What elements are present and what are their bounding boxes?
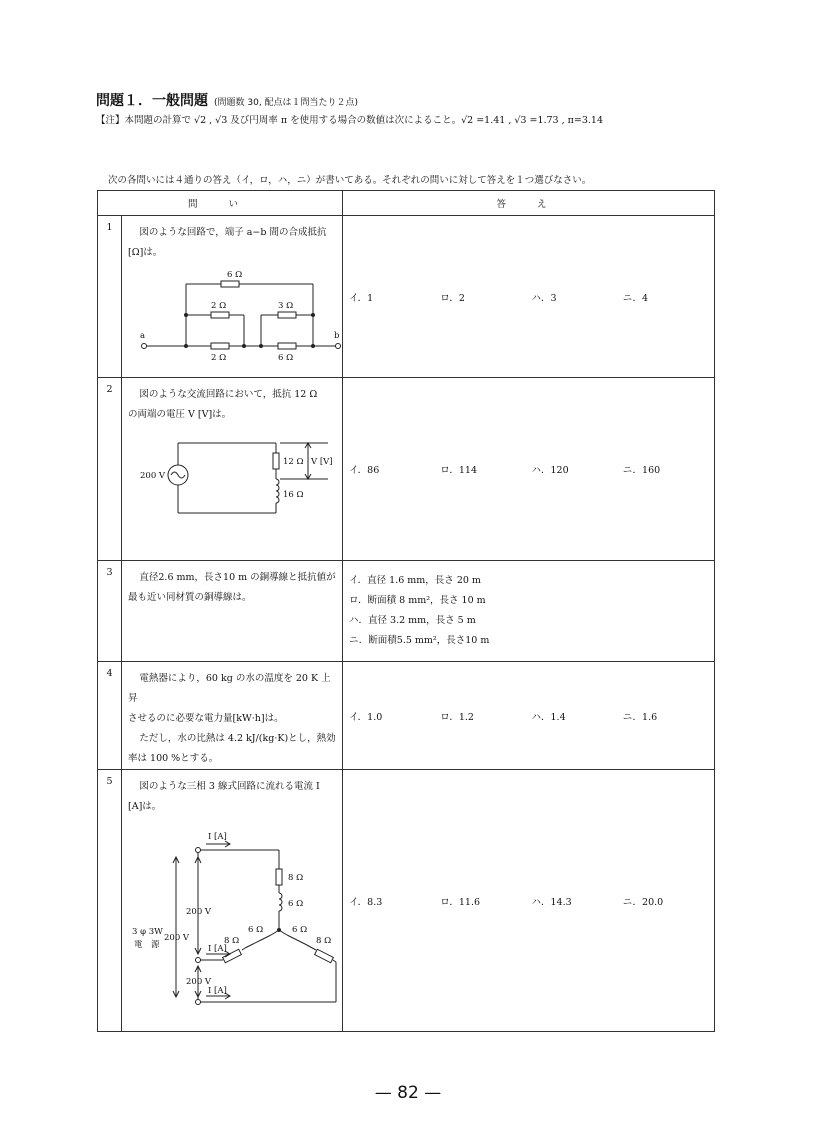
question-row-1 [98, 216, 715, 378]
label-12ohm: 12 Ω [283, 457, 304, 467]
label-6ohm-top: 6 Ω [288, 899, 304, 909]
question-text: 図のような回路で，端子 a−b 間の合成抵抗 [Ω]は。 6 Ω 2 Ω 3 Ω 2 Ω 6 Ω a b [122, 216, 343, 378]
label-power-source: 電 源 [134, 940, 160, 950]
question-number: 2 [98, 378, 122, 561]
label-voltage-v: V [V] [311, 457, 333, 467]
question-row-3 [98, 561, 715, 662]
question-table [97, 190, 715, 1032]
question-row-5 [98, 770, 715, 1032]
page-number: — 82 — [374, 1083, 442, 1103]
label-200v-3: 200 V [186, 977, 212, 987]
label-2ohm-upper: 2 Ω [211, 301, 227, 311]
question-row-2 [98, 378, 715, 561]
header-question: 問 い [98, 191, 343, 216]
label-3ohm-upper: 3 Ω [278, 301, 294, 311]
question-number: 1 [98, 216, 122, 378]
label-200v: 200 V [140, 471, 166, 481]
table-header-row [98, 191, 715, 216]
answer-cell [343, 216, 715, 378]
label-2ohm-lower: 2 Ω [211, 353, 227, 363]
answer-option[interactable]: イ．86 [349, 465, 380, 476]
label-current-mid: I [A] [208, 944, 227, 954]
question-row-4 [98, 662, 715, 770]
label-200v-1: 200 V [186, 907, 212, 917]
label-16ohm: 16 Ω [283, 490, 304, 500]
answer-cell [343, 770, 715, 1032]
label-3phase: 3 φ 3W [132, 927, 163, 937]
label-current-top: I [A] [208, 832, 227, 842]
answer-option[interactable]: ロ．断面積 8 mm²，長さ 10 m [349, 595, 486, 606]
answer-option[interactable]: ハ．3 [531, 292, 557, 304]
answer-option[interactable]: ニ．1.6 [622, 711, 658, 723]
answer-option[interactable]: イ．1.0 [349, 711, 383, 723]
calculation-note: 【注】本問題の計算で √2 , √3 及び円周率 π を使用する場合の数値は次によること。√2 =1.41 , √3 =1.73 , π=3.14 [96, 115, 604, 126]
label-current-bottom: I [A] [208, 986, 227, 996]
answer-option[interactable]: ハ．120 [531, 465, 569, 476]
question-number: 4 [98, 662, 122, 770]
section-title: 問題１．一般問題 (問題数 30, 配点は１問当たり２点) [96, 93, 359, 109]
answer-option[interactable]: イ．直径 1.6 mm，長さ 20 m [349, 575, 481, 586]
answer-option[interactable]: ニ．20.0 [622, 896, 664, 908]
question-text: 直径2.6 mm，長さ10 m の銅導線と抵抗値が 最も近い同材質の銅導線は。 [122, 561, 343, 662]
answer-cell [343, 378, 715, 561]
terminal-b: b [334, 331, 340, 341]
answer-option[interactable]: ニ．160 [622, 465, 661, 476]
question-number: 5 [98, 770, 122, 1032]
answer-option[interactable]: ハ．1.4 [531, 711, 566, 723]
answer-option[interactable]: ニ．4 [622, 292, 649, 304]
label-6ohm-lower: 6 Ω [278, 353, 294, 363]
question-text: 図のような交流回路において，抵抗 12 Ω の両端の電圧 V [V]は。 200 V 12 Ω 16 Ω V [V] [122, 378, 343, 561]
answer-option[interactable]: ニ．断面積5.5 mm²，長さ10 m [349, 635, 490, 646]
label-6ohm-left: 6 Ω [248, 925, 264, 935]
label-8ohm-left: 8 Ω [224, 936, 240, 946]
answer-option[interactable]: ロ．11.6 [440, 896, 481, 908]
label-6ohm-top: 6 Ω [227, 270, 243, 280]
answer-option[interactable]: ロ．114 [440, 465, 478, 476]
terminal-a: a [140, 331, 146, 341]
label-8ohm-right: 8 Ω [316, 936, 332, 946]
label-8ohm-top: 8 Ω [288, 873, 304, 883]
answer-option[interactable]: イ．8.3 [349, 896, 383, 908]
answer-option[interactable]: ロ．1.2 [440, 711, 474, 723]
answer-option[interactable]: ハ．14.3 [531, 896, 572, 908]
instruction-text: 次の各問いには４通りの答え（イ，ロ，ハ，ニ）が書いてある。それぞれの問いに対して答えを１つ選びなさい。 [108, 175, 592, 186]
three-phase-circuit-diagram [128, 817, 338, 1012]
header-answer: 答 え [343, 191, 715, 216]
label-6ohm-right: 6 Ω [292, 925, 308, 935]
answer-cell [343, 561, 715, 662]
question-number: 3 [98, 561, 122, 662]
answer-cell [343, 662, 715, 770]
answer-option[interactable]: ハ．直径 3.2 mm，長さ 5 m [349, 615, 476, 626]
section-subtitle: (問題数 30, 配点は１問当たり２点) [214, 98, 359, 108]
answer-option[interactable]: ロ．2 [440, 292, 465, 304]
question-text: 電熱器により，60 kg の水の温度を 20 K 上昇 させるのに必要な電力量[kW·h]は。 ただし，水の比熱は 4.2 kJ/(kg·K)とし，熱効 率は 100 %とする。 [122, 662, 343, 770]
question-text: 図のような三相 3 線式回路に流れる電流 I [A]は。 I [A] I [A] I [A] 8 Ω 6 Ω 6 Ω 8 Ω 6 Ω 8 Ω 200 V 200 V 200 V 3 φ 3W 電 源 [122, 770, 343, 1032]
label-200v-2: 200 V [164, 933, 190, 943]
answer-option[interactable]: イ．1 [349, 292, 374, 304]
ac-circuit-diagram [128, 425, 338, 525]
resistor-circuit-diagram [128, 263, 338, 363]
